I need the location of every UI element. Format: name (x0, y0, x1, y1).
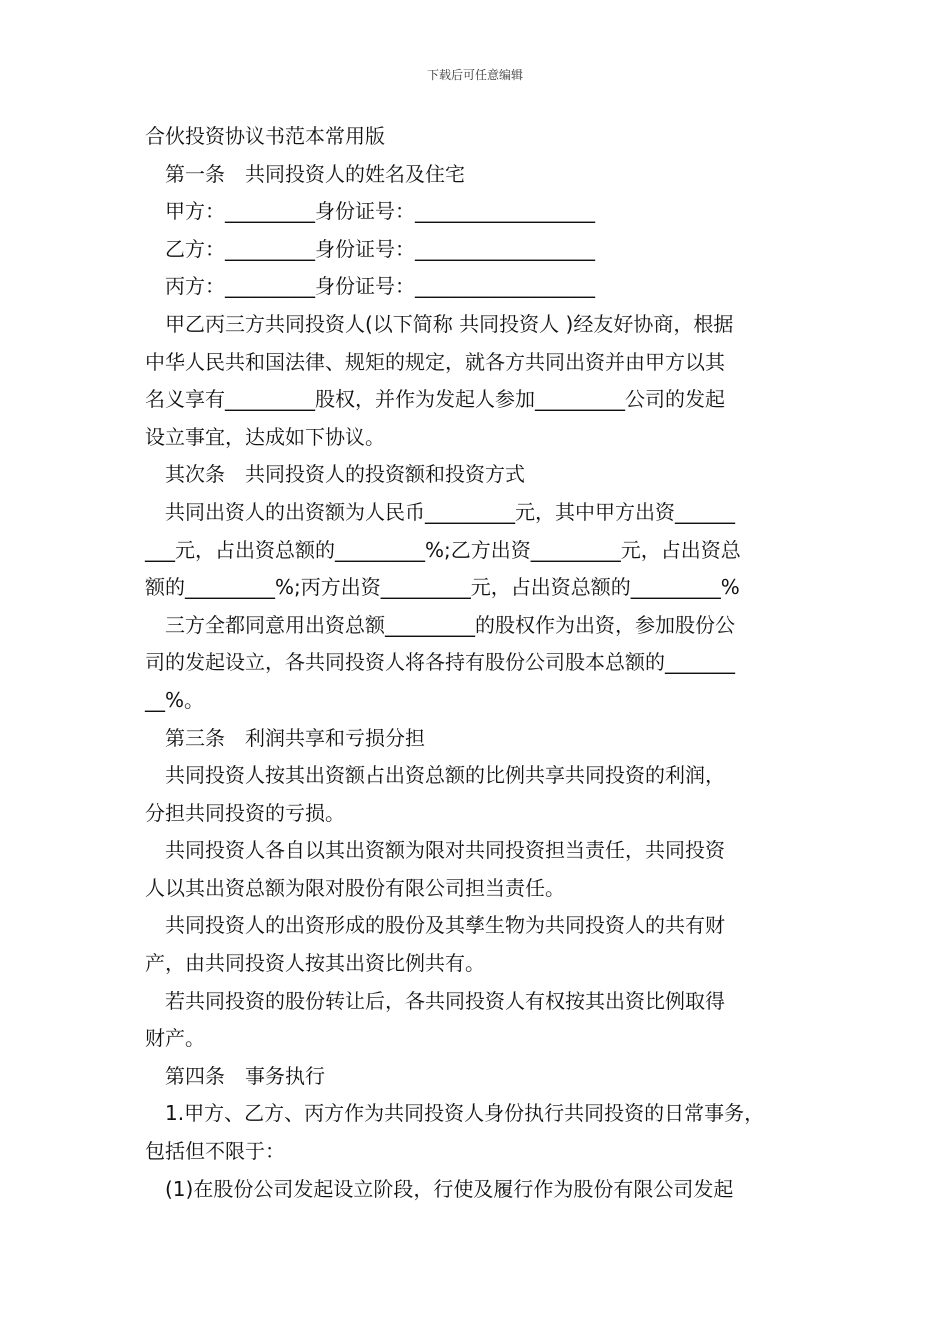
text-line: 包括但不限于： (145, 1139, 285, 1164)
text-line: 其次条 共同投资人的投资额和投资方式 (165, 462, 525, 487)
text-line: 司的发起设立，各共同投资人将各持有股份公司股本总额的_______ (145, 650, 735, 675)
text-line: 1.甲方、乙方、丙方作为共同投资人身份执行共同投资的日常事务， (165, 1101, 765, 1126)
text-line: 甲乙丙三方共同投资人(以下简称 共同投资人 )经友好协商，根据 (165, 311, 734, 336)
text-line: (1)在股份公司发起设立阶段，行使及履行作为股份有限公司发起 (165, 1176, 734, 1201)
document-body (145, 118, 810, 1208)
text-line: 第一条 共同投资人的姓名及住宅 (165, 161, 465, 186)
text-line: 分担共同投资的亏损。 (145, 800, 345, 825)
text-line: 中华人民共和国法律、规矩的规定，就各方共同出资并由甲方以其 (145, 349, 725, 374)
text-line: 共同投资人各自以其出资额为限对共同投资担当责任，共同投资 (165, 838, 725, 863)
text-line: 名义享有_________股权，并作为发起人参加_________公司的发起 (145, 387, 725, 412)
text-line: 丙方：_________身份证号：__________________ (165, 274, 595, 299)
text-line: 共同投资人的出资形成的股份及其孳生物为共同投资人的共有财 (165, 913, 725, 938)
text-line: 第三条 利润共享和亏损分担 (165, 725, 425, 750)
text-line: 财产。 (145, 1026, 205, 1051)
text-line: 乙方：_________身份证号：__________________ (165, 236, 595, 261)
text-line: 共同出资人的出资额为人民币_________元，其中甲方出资______ (165, 499, 735, 524)
text-line: 第四条 事务执行 (165, 1063, 325, 1088)
text-line: 产，由共同投资人按其出资比例共有。 (145, 951, 485, 976)
text-line: 甲方：_________身份证号：__________________ (165, 199, 595, 224)
text-line: ___元，占出资总额的_________%;乙方出资_________元，占出资总 (145, 537, 741, 562)
text-line: 人以其出资总额为限对股份有限公司担当责任。 (145, 875, 565, 900)
text-line: 额的_________%;丙方出资_________元，占出资总额的_________% (145, 575, 740, 600)
page-header: 下载后可任意编辑 (426, 68, 523, 82)
text-line: __%。 (145, 687, 205, 712)
text-line: 共同投资人按其出资额占出资总额的比例共享共同投资的利润， (165, 763, 725, 788)
text-line: 设立事宜，达成如下协议。 (145, 424, 385, 449)
text-line: 三方全都同意用出资总额_________的股权作为出资，参加股份公 (165, 612, 735, 637)
document-title: 合伙投资协议书范本常用版 (145, 124, 385, 148)
text-line: 若共同投资的股份转让后，各共同投资人有权按其出资比例取得 (165, 988, 725, 1013)
